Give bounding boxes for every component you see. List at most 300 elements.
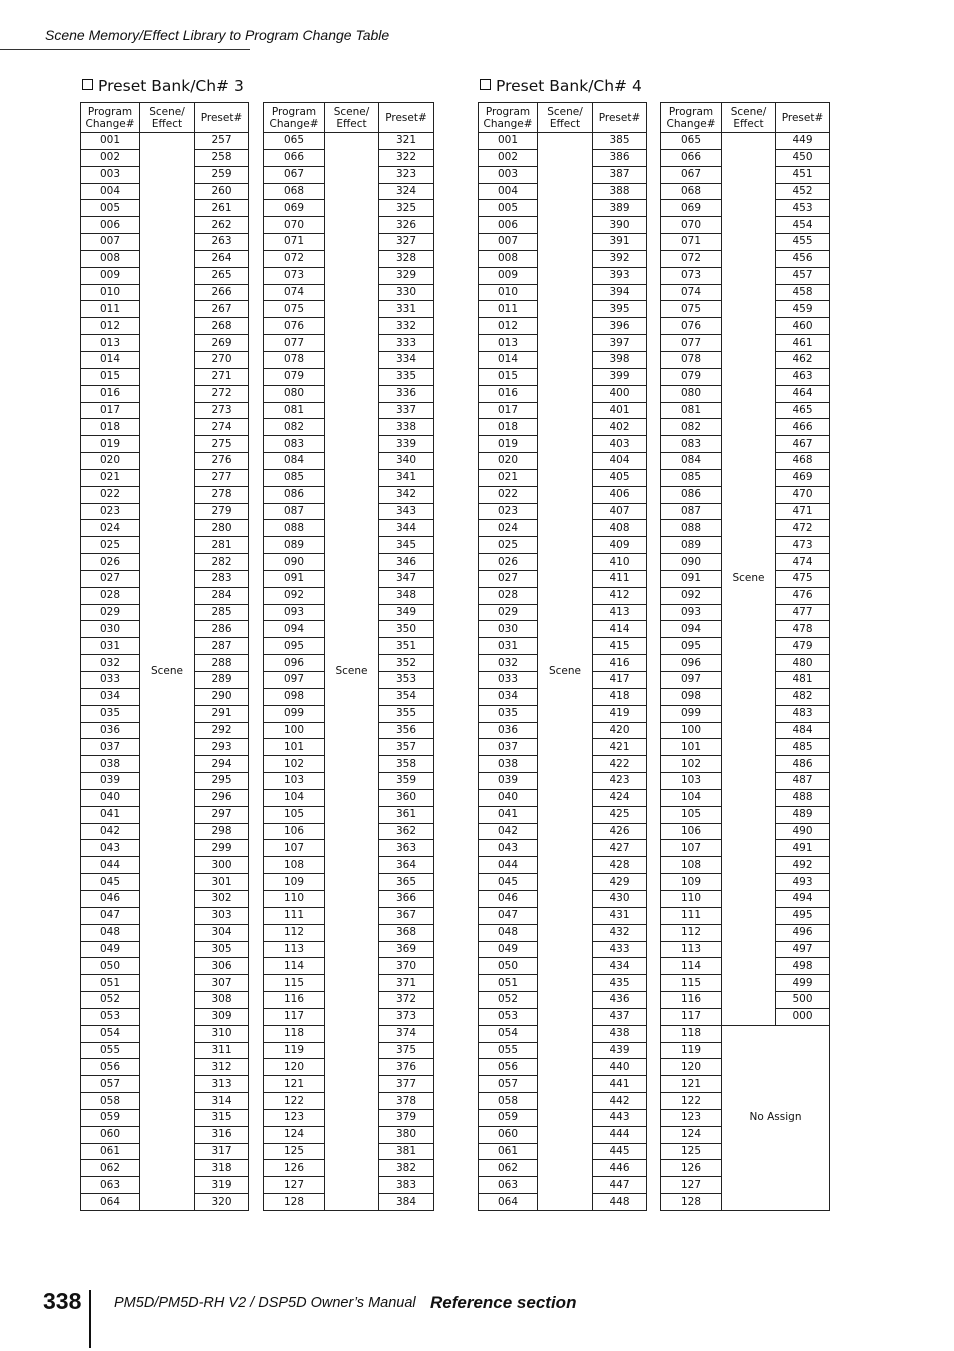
preset-cell: 364 [379,857,434,874]
preset-cell: 273 [195,402,249,419]
preset-cell: 400 [593,385,647,402]
program-change-cell: 024 [479,520,538,537]
program-change-cell: 096 [661,655,722,672]
program-change-cell: 083 [264,436,325,453]
preset-cell: 306 [195,958,249,975]
preset-cell: 446 [593,1160,647,1177]
program-change-cell: 014 [479,351,538,368]
preset-cell: 380 [379,1126,434,1143]
preset-cell: 344 [379,520,434,537]
program-change-cell: 019 [479,436,538,453]
program-change-cell: 110 [264,890,325,907]
table-row [661,1025,830,1042]
program-change-cell: 020 [479,453,538,470]
preset-cell: 308 [195,992,249,1009]
program-change-cell: 042 [81,823,140,840]
program-change-cell: 101 [661,739,722,756]
program-change-cell: 065 [264,133,325,150]
preset-cell: 483 [776,705,830,722]
preset-cell: 425 [593,806,647,823]
preset-cell: 377 [379,1076,434,1093]
program-change-cell: 048 [81,924,140,941]
preset-cell: 452 [776,183,830,200]
program-change-cell: 015 [81,368,140,385]
program-change-table-bank3-a [80,102,249,1211]
preset-cell: 488 [776,789,830,806]
preset-cell: 450 [776,149,830,166]
preset-cell: 259 [195,166,249,183]
footer-bar [89,1290,91,1348]
checkbox-bullet-icon [82,79,93,90]
program-change-cell: 007 [81,234,140,251]
preset-cell: 363 [379,840,434,857]
program-change-cell: 117 [264,1008,325,1025]
program-change-cell: 043 [479,840,538,857]
preset-cell: 415 [593,638,647,655]
program-change-cell: 044 [81,857,140,874]
table-row [264,133,434,150]
program-change-cell: 078 [661,351,722,368]
program-change-cell: 031 [81,638,140,655]
program-change-cell: 032 [479,655,538,672]
program-change-cell: 068 [661,183,722,200]
preset-cell: 310 [195,1025,249,1042]
program-change-cell: 085 [264,469,325,486]
program-change-cell: 020 [81,453,140,470]
preset-cell: 274 [195,419,249,436]
program-change-cell: 027 [479,570,538,587]
preset-cell: 492 [776,857,830,874]
program-change-cell: 124 [264,1126,325,1143]
preset-cell: 465 [776,402,830,419]
program-change-cell: 123 [264,1109,325,1126]
program-change-cell: 019 [81,436,140,453]
program-change-cell: 124 [661,1126,722,1143]
program-change-cell: 018 [479,419,538,436]
preset-cell: 497 [776,941,830,958]
header-program-change: Program Change# [479,103,538,133]
program-change-cell: 087 [661,503,722,520]
program-change-cell: 079 [264,368,325,385]
preset-cell: 493 [776,874,830,891]
preset-cell: 401 [593,402,647,419]
program-change-cell: 120 [264,1059,325,1076]
preset-cell: 393 [593,267,647,284]
program-change-cell: 111 [661,907,722,924]
preset-cell: 430 [593,890,647,907]
scene-effect-cell: Scene [538,133,593,1211]
program-change-cell: 070 [661,217,722,234]
preset-cell: 399 [593,368,647,385]
program-change-cell: 102 [661,756,722,773]
preset-cell: 324 [379,183,434,200]
program-change-cell: 024 [81,520,140,537]
program-change-cell: 076 [264,318,325,335]
program-change-cell: 099 [661,705,722,722]
program-change-cell: 074 [661,284,722,301]
program-change-cell: 116 [264,992,325,1009]
preset-cell: 405 [593,469,647,486]
program-change-cell: 041 [81,806,140,823]
program-change-cell: 049 [81,941,140,958]
program-change-cell: 078 [264,351,325,368]
preset-cell: 439 [593,1042,647,1059]
preset-cell: 460 [776,318,830,335]
program-change-cell: 055 [479,1042,538,1059]
preset-cell: 282 [195,554,249,571]
preset-cell: 331 [379,301,434,318]
preset-cell: 352 [379,655,434,672]
preset-cell: 265 [195,267,249,284]
program-change-cell: 066 [661,149,722,166]
program-change-cell: 058 [81,1093,140,1110]
preset-cell: 495 [776,907,830,924]
program-change-cell: 007 [479,234,538,251]
preset-cell: 468 [776,453,830,470]
program-change-cell: 095 [264,638,325,655]
preset-cell: 498 [776,958,830,975]
program-change-cell: 003 [479,166,538,183]
program-change-cell: 057 [479,1076,538,1093]
program-change-cell: 071 [661,234,722,251]
preset-cell: 353 [379,672,434,689]
program-change-cell: 084 [264,453,325,470]
preset-cell: 440 [593,1059,647,1076]
header-preset: Preset# [593,103,647,133]
preset-cell: 478 [776,621,830,638]
preset-cell: 340 [379,453,434,470]
preset-cell: 269 [195,335,249,352]
preset-cell: 350 [379,621,434,638]
scene-effect-cell: Scene [722,133,776,1026]
program-change-cell: 012 [81,318,140,335]
header-program-change: Program Change# [81,103,140,133]
preset-cell: 421 [593,739,647,756]
preset-cell: 296 [195,789,249,806]
preset-cell: 263 [195,234,249,251]
preset-cell: 275 [195,436,249,453]
program-change-cell: 115 [661,975,722,992]
program-change-cell: 126 [264,1160,325,1177]
preset-cell: 339 [379,436,434,453]
preset-cell: 292 [195,722,249,739]
program-change-cell: 037 [81,739,140,756]
program-change-cell: 021 [479,469,538,486]
program-change-cell: 096 [264,655,325,672]
preset-cell: 341 [379,469,434,486]
program-change-cell: 062 [81,1160,140,1177]
preset-cell: 370 [379,958,434,975]
program-change-cell: 058 [479,1093,538,1110]
preset-cell: 323 [379,166,434,183]
program-change-cell: 066 [264,149,325,166]
preset-cell: 454 [776,217,830,234]
program-change-cell: 089 [661,537,722,554]
preset-cell: 371 [379,975,434,992]
program-change-cell: 107 [264,840,325,857]
preset-cell: 441 [593,1076,647,1093]
scene-effect-cell: Scene [325,133,379,1211]
program-change-cell: 027 [81,570,140,587]
preset-cell: 413 [593,604,647,621]
preset-cell: 451 [776,166,830,183]
program-change-cell: 122 [264,1093,325,1110]
preset-cell: 316 [195,1126,249,1143]
program-change-cell: 050 [479,958,538,975]
preset-cell: 467 [776,436,830,453]
section-title-bank4 [480,77,642,95]
program-change-cell: 077 [661,335,722,352]
program-change-cell: 104 [264,789,325,806]
program-change-cell: 064 [81,1194,140,1211]
preset-cell: 477 [776,604,830,621]
preset-cell: 329 [379,267,434,284]
program-change-cell: 015 [479,368,538,385]
program-change-cell: 045 [81,874,140,891]
preset-cell: 326 [379,217,434,234]
program-change-cell: 038 [81,756,140,773]
program-change-cell: 030 [479,621,538,638]
program-change-cell: 059 [81,1109,140,1126]
program-change-cell: 063 [479,1177,538,1194]
program-change-cell: 075 [661,301,722,318]
program-change-cell: 093 [661,604,722,621]
program-change-cell: 021 [81,469,140,486]
preset-cell: 449 [776,133,830,150]
program-change-cell: 037 [479,739,538,756]
program-change-cell: 012 [479,318,538,335]
program-change-cell: 026 [81,554,140,571]
preset-cell: 484 [776,722,830,739]
program-change-cell: 053 [479,1008,538,1025]
preset-cell: 278 [195,486,249,503]
preset-cell: 334 [379,351,434,368]
program-change-cell: 095 [661,638,722,655]
program-change-cell: 036 [81,722,140,739]
program-change-cell: 017 [81,402,140,419]
preset-cell: 319 [195,1177,249,1194]
preset-cell: 379 [379,1109,434,1126]
preset-cell: 385 [593,133,647,150]
preset-cell: 387 [593,166,647,183]
preset-cell: 343 [379,503,434,520]
program-change-cell: 033 [81,672,140,689]
preset-cell: 354 [379,688,434,705]
program-change-cell: 039 [81,773,140,790]
program-change-cell: 069 [661,200,722,217]
program-change-cell: 084 [661,453,722,470]
preset-cell: 373 [379,1008,434,1025]
preset-cell: 489 [776,806,830,823]
program-change-cell: 123 [661,1109,722,1126]
program-change-cell: 128 [264,1194,325,1211]
preset-cell: 336 [379,385,434,402]
preset-cell: 437 [593,1008,647,1025]
program-change-cell: 048 [479,924,538,941]
preset-cell: 396 [593,318,647,335]
preset-cell: 280 [195,520,249,537]
preset-cell: 320 [195,1194,249,1211]
program-change-cell: 052 [479,992,538,1009]
program-change-cell: 072 [661,250,722,267]
preset-cell: 429 [593,874,647,891]
preset-cell: 327 [379,234,434,251]
preset-cell: 428 [593,857,647,874]
program-change-cell: 069 [264,200,325,217]
program-change-cell: 003 [81,166,140,183]
program-change-cell: 106 [264,823,325,840]
preset-cell: 490 [776,823,830,840]
program-change-cell: 026 [479,554,538,571]
program-change-cell: 098 [264,688,325,705]
program-change-cell: 033 [479,672,538,689]
program-change-cell: 100 [264,722,325,739]
program-change-cell: 109 [661,874,722,891]
program-change-cell: 104 [661,789,722,806]
preset-cell: 491 [776,840,830,857]
preset-cell: 472 [776,520,830,537]
preset-cell: 474 [776,554,830,571]
preset-cell: 414 [593,621,647,638]
preset-cell: 351 [379,638,434,655]
preset-cell: 297 [195,806,249,823]
header-preset: Preset# [776,103,830,133]
preset-cell: 470 [776,486,830,503]
header-rule [0,49,250,50]
program-change-cell: 011 [479,301,538,318]
program-change-cell: 017 [479,402,538,419]
preset-cell: 261 [195,200,249,217]
program-change-cell: 068 [264,183,325,200]
preset-cell: 369 [379,941,434,958]
program-change-cell: 008 [81,250,140,267]
preset-cell: 300 [195,857,249,874]
preset-cell: 366 [379,890,434,907]
program-change-cell: 030 [81,621,140,638]
program-change-cell: 044 [479,857,538,874]
program-change-cell: 043 [81,840,140,857]
program-change-cell: 064 [479,1194,538,1211]
preset-cell: 314 [195,1093,249,1110]
preset-cell: 267 [195,301,249,318]
program-change-cell: 101 [264,739,325,756]
preset-cell: 285 [195,604,249,621]
preset-cell: 287 [195,638,249,655]
program-change-cell: 119 [661,1042,722,1059]
preset-cell: 288 [195,655,249,672]
preset-cell: 318 [195,1160,249,1177]
preset-cell: 293 [195,739,249,756]
preset-cell: 313 [195,1076,249,1093]
program-change-cell: 051 [479,975,538,992]
preset-cell: 407 [593,503,647,520]
preset-cell: 272 [195,385,249,402]
preset-cell: 284 [195,587,249,604]
preset-cell: 436 [593,992,647,1009]
preset-cell: 410 [593,554,647,571]
preset-cell: 262 [195,217,249,234]
program-change-cell: 045 [479,874,538,891]
preset-cell: 283 [195,570,249,587]
preset-cell: 374 [379,1025,434,1042]
preset-cell: 422 [593,756,647,773]
preset-cell: 372 [379,992,434,1009]
preset-cell: 312 [195,1059,249,1076]
preset-cell: 476 [776,587,830,604]
program-change-cell: 105 [661,806,722,823]
program-change-cell: 010 [81,284,140,301]
program-change-cell: 009 [81,267,140,284]
program-change-cell: 022 [81,486,140,503]
program-change-cell: 090 [264,554,325,571]
program-change-table-bank4-b [660,102,830,1211]
program-change-cell: 040 [81,789,140,806]
program-change-table-bank4-a [478,102,647,1211]
header-scene-effect: Scene/ Effect [722,103,776,133]
preset-cell: 333 [379,335,434,352]
program-change-cell: 004 [479,183,538,200]
preset-cell: 496 [776,924,830,941]
program-change-cell: 089 [264,537,325,554]
program-change-cell: 077 [264,335,325,352]
program-change-cell: 061 [479,1143,538,1160]
preset-cell: 464 [776,385,830,402]
program-change-cell: 103 [264,773,325,790]
program-change-cell: 076 [661,318,722,335]
preset-cell: 475 [776,570,830,587]
program-change-cell: 071 [264,234,325,251]
preset-cell: 303 [195,907,249,924]
preset-cell: 404 [593,453,647,470]
preset-cell: 356 [379,722,434,739]
program-change-cell: 035 [479,705,538,722]
program-change-cell: 107 [661,840,722,857]
preset-cell: 299 [195,840,249,857]
preset-cell: 335 [379,368,434,385]
table-row [81,133,249,150]
program-change-cell: 092 [661,587,722,604]
program-change-cell: 056 [81,1059,140,1076]
preset-cell: 258 [195,149,249,166]
program-change-cell: 083 [661,436,722,453]
program-change-cell: 079 [661,368,722,385]
preset-cell: 402 [593,419,647,436]
program-change-cell: 106 [661,823,722,840]
preset-cell: 457 [776,267,830,284]
preset-cell: 499 [776,975,830,992]
program-change-cell: 035 [81,705,140,722]
preset-cell: 480 [776,655,830,672]
program-change-cell: 111 [264,907,325,924]
preset-cell: 389 [593,200,647,217]
program-change-cell: 004 [81,183,140,200]
preset-cell: 309 [195,1008,249,1025]
preset-cell: 423 [593,773,647,790]
program-change-cell: 006 [81,217,140,234]
preset-cell: 386 [593,149,647,166]
preset-cell: 384 [379,1194,434,1211]
program-change-cell: 082 [264,419,325,436]
preset-cell: 448 [593,1194,647,1211]
checkbox-bullet-icon [480,79,491,90]
program-change-cell: 036 [479,722,538,739]
preset-cell: 307 [195,975,249,992]
preset-cell: 342 [379,486,434,503]
program-change-cell: 122 [661,1093,722,1110]
preset-cell: 286 [195,621,249,638]
program-change-cell: 046 [479,890,538,907]
preset-cell: 453 [776,200,830,217]
